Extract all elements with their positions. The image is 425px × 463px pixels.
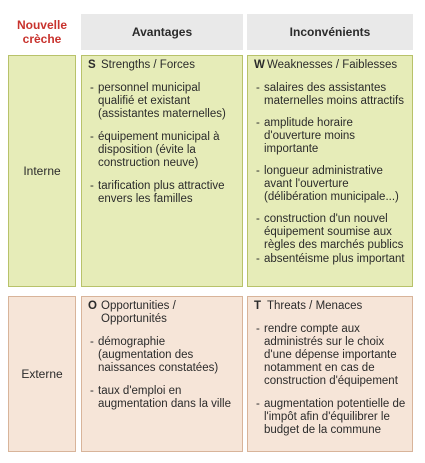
weaknesses-letter: W: [254, 59, 265, 71]
column-header-disadvantages-label: Inconvénients: [289, 25, 371, 39]
weaknesses-title-text: Weaknesses / Faiblesses: [267, 59, 398, 71]
list-item: - personnel municipal qualifié et existant (assistantes maternelles): [88, 82, 238, 121]
threats-title: [254, 300, 408, 313]
list-item: - construction d'un nouvel équipement soumise aux règles des marchés publics: [254, 213, 408, 252]
opportunities-letter: O: [88, 300, 97, 312]
weaknesses-title: [254, 59, 408, 72]
column-header-disadvantages: [247, 14, 413, 50]
weaknesses-list: [254, 82, 408, 266]
column-header-advantages: [81, 14, 243, 50]
list-item: - démographie (augmentation des naissances constatées): [88, 336, 238, 375]
strengths-letter: S: [88, 59, 96, 71]
list-item: - taux d'emploi en augmentation dans la ville: [88, 385, 238, 411]
threats-quadrant: [247, 296, 413, 452]
corner-label: [8, 14, 76, 50]
column-header-advantages-label: Avantages: [131, 25, 193, 39]
list-item: - amplitude horaire d'ouverture moins importante: [254, 117, 408, 156]
row-label-external-text: Externe: [21, 367, 63, 381]
list-item: - salaires des assistantes maternelles moins attractifs: [254, 82, 408, 108]
threats-title-text: Threats / Menaces: [267, 300, 363, 312]
row-label-external: [8, 296, 76, 452]
list-item: - augmentation potentielle de l'impôt afin d'équilibrer le budget de la commune: [254, 398, 408, 437]
strengths-title-text: Strengths / Forces: [101, 59, 195, 71]
weaknesses-quadrant: [247, 55, 413, 287]
opportunities-title-text: Opportunities / Opportunités: [101, 300, 176, 325]
list-item: - absentéisme plus important: [254, 253, 408, 266]
threats-list: [254, 323, 408, 437]
list-item: - rendre compte aux administrés sur le choix d'une dépense importante notamment en cas de construction d'équipement: [254, 323, 408, 388]
opportunities-title: [88, 300, 238, 326]
opportunities-quadrant: [81, 296, 243, 452]
strengths-quadrant: [81, 55, 243, 287]
list-item: - tarification plus attractive envers les familles: [88, 180, 238, 206]
row-label-internal-text: Interne: [23, 164, 61, 178]
strengths-title: [88, 59, 238, 72]
opportunities-list: [88, 336, 238, 411]
strengths-list: [88, 82, 238, 206]
threats-letter: T: [254, 300, 262, 312]
row-label-internal: [8, 55, 76, 287]
list-item: - équipement municipal à disposition (évite la construction neuve): [88, 131, 238, 170]
list-item: - longueur administrative avant l'ouverture (délibération municipale...): [254, 165, 408, 204]
corner-label-text: Nouvelle crèche: [16, 18, 67, 46]
